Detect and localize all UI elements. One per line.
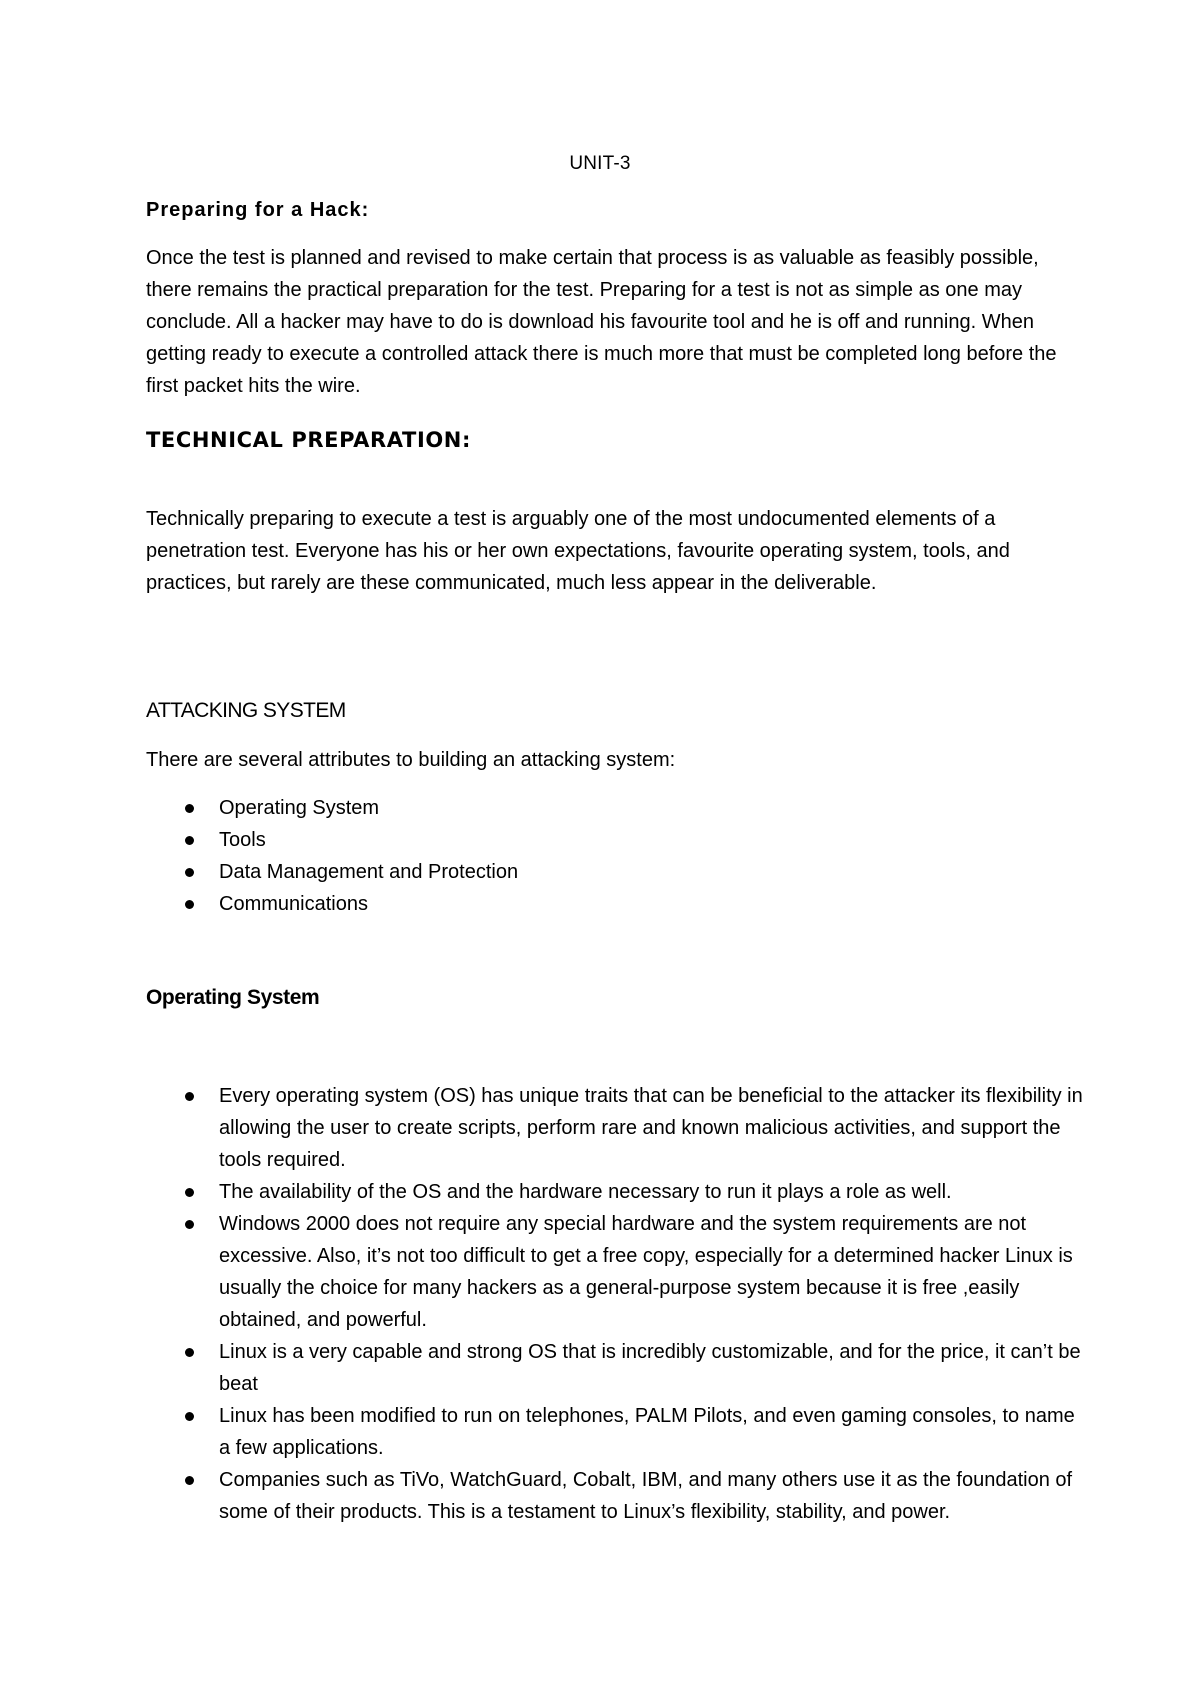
heading-attacking-system: ATTACKING SYSTEM <box>146 699 346 722</box>
paragraph-preparing-for-hack: Once the test is planned and revised to make certain that process is as valuable as feasibly possible, there remains the practical preparation for the test. Preparing for a test is not as simple as one may conclude. All a hacker may have to do is download his favourite tool and he is off and running. When getting ready to execute a controlled attack there is much more that must be completed long before the first packet hits the wire. <box>146 247 1057 397</box>
list-item: The availability of the OS and the hardware necessary to run it plays a role as well. <box>146 1176 1086 1208</box>
list-item: Tools <box>146 824 1046 856</box>
list-item: Every operating system (OS) has unique traits that can be beneficial to the attacker its flexibility in allowing the user to create scripts, perform rare and known malicious activities, and support the tools required. <box>146 1080 1086 1176</box>
list-item: Operating System <box>146 792 1046 824</box>
list-item: Linux has been modified to run on telephones, PALM Pilots, and even gaming consoles, to name a few applications. <box>146 1400 1086 1464</box>
paragraph-technical-preparation: Technically preparing to execute a test is arguably one of the most undocumented elements of a penetration test. Everyone has his or her own expectations, favourite operating system, tools, and practices, but rarely are these communicated, much less appear in the deliverable. <box>146 508 1010 594</box>
heading-operating-system: Operating System <box>146 986 320 1009</box>
list-item: Windows 2000 does not require any special hardware and the system requirements are not excessive. Also, it’s not too difficult to get a free copy, especially for a determined hacker Linux is usually the choice for many hackers as a general-purpose system because it is free ,easily obtained, and powerful. <box>146 1208 1086 1336</box>
operating-system-points-list <box>146 1080 1086 1528</box>
attacking-system-attributes-list <box>146 792 1046 920</box>
list-item: Linux is a very capable and strong OS that is incredibly customizable, and for the price, it can’t be beat <box>146 1336 1086 1400</box>
heading-technical-preparation: TECHNICAL PREPARATION: <box>146 428 471 452</box>
list-item: Communications <box>146 888 1046 920</box>
unit-title: UNIT-3 <box>569 153 631 174</box>
paragraph-attacking-system-intro: There are several attributes to building an attacking system: <box>146 749 676 771</box>
heading-preparing-for-hack: Preparing for a Hack: <box>146 199 370 221</box>
list-item: Data Management and Protection <box>146 856 1046 888</box>
list-item: Companies such as TiVo, WatchGuard, Cobalt, IBM, and many others use it as the foundation of some of their products. This is a testament to Linux’s flexibility, stability, and power. <box>146 1464 1086 1528</box>
